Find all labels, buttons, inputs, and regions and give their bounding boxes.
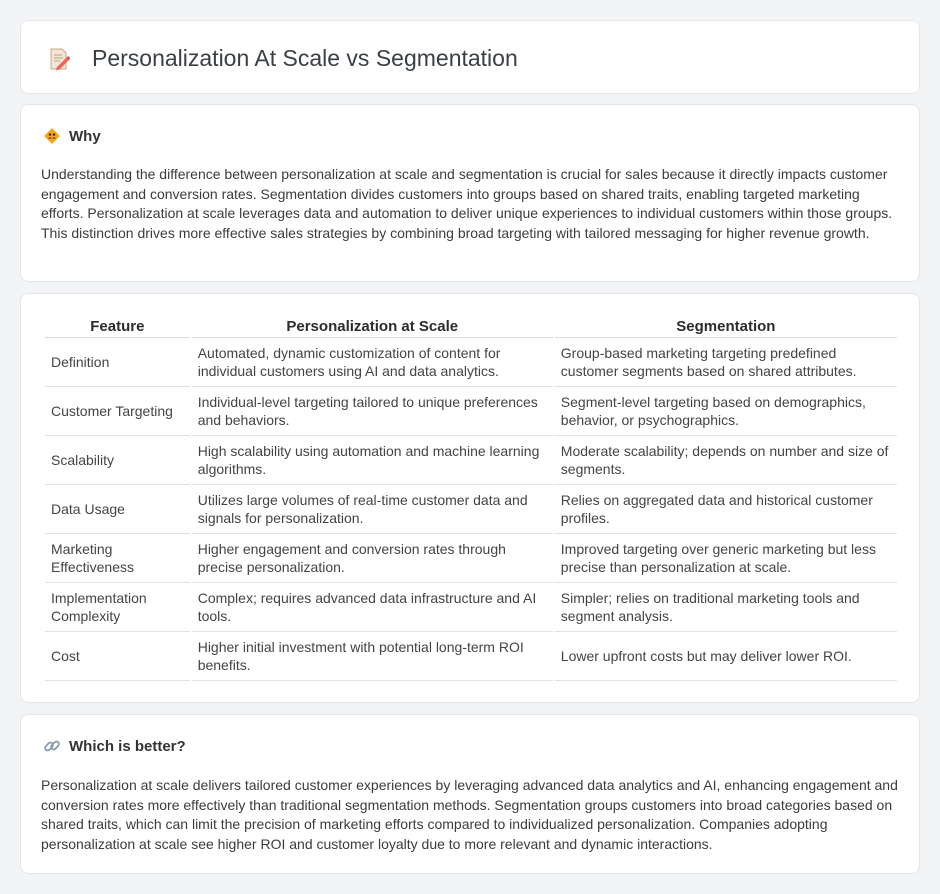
feature-cell: Data Usage — [45, 485, 190, 534]
which-is-better-section — [20, 714, 920, 874]
personalization-cell: Automated, dynamic customization of content for individual customers using AI and data analytics. — [192, 338, 553, 387]
table-row — [45, 534, 897, 583]
warning-people-icon — [43, 127, 61, 145]
header-personalization: Personalization at Scale — [192, 316, 553, 338]
personalization-cell: Utilizes large volumes of real-time customer data and signals for personalization. — [192, 485, 553, 534]
why-text: Understanding the difference between personalization at scale and segmentation is crucial for sales because it directly impacts customer engagement and conversion rates. Segmentation divides customers into groups based on shared traits, enabling targeted marketing efforts. Personalization at scale leverages data and automation to deliver unique experiences to individual customers within those groups. This distinction drives more effective sales strategies by combining broad targeting with tailored messaging for higher revenue growth. — [41, 166, 893, 241]
table-row — [45, 338, 897, 387]
personalization-cell: Higher initial investment with potential long-term ROI benefits. — [192, 632, 553, 681]
comparison-table — [43, 316, 899, 681]
feature-cell: Scalability — [45, 436, 190, 485]
personalization-cell: Individual-level targeting tailored to unique preferences and behaviors. — [192, 387, 553, 436]
title-card — [20, 20, 920, 94]
feature-cell: Definition — [45, 338, 190, 387]
document-pencil-icon — [48, 47, 70, 71]
segmentation-cell: Segment-level targeting based on demographics, behavior, or psychographics. — [555, 387, 897, 436]
why-title: Why — [69, 127, 101, 145]
header-feature: Feature — [45, 316, 190, 338]
feature-cell: Implementation Complexity — [45, 583, 190, 632]
segmentation-cell: Moderate scalability; depends on number and size of segments. — [555, 436, 897, 485]
segmentation-cell: Relies on aggregated data and historical customer profiles. — [555, 485, 897, 534]
why-heading — [43, 127, 101, 145]
better-heading — [43, 737, 186, 755]
segmentation-cell: Group-based marketing targeting predefined customer segments based on shared attributes. — [555, 338, 897, 387]
header-segmentation: Segmentation — [555, 316, 897, 338]
personalization-cell: Complex; requires advanced data infrastructure and AI tools. — [192, 583, 553, 632]
feature-cell: Cost — [45, 632, 190, 681]
comparison-section — [20, 293, 920, 703]
table-row — [45, 632, 897, 681]
better-title: Which is better? — [69, 737, 186, 755]
table-row — [45, 485, 897, 534]
personalization-cell: Higher engagement and conversion rates through precise personalization. — [192, 534, 553, 583]
table-row — [45, 436, 897, 485]
table-row — [45, 583, 897, 632]
segmentation-cell: Simpler; relies on traditional marketing tools and segment analysis. — [555, 583, 897, 632]
link-icon — [43, 737, 61, 755]
page-title: Personalization At Scale vs Segmentation — [92, 45, 518, 71]
feature-cell: Marketing Effectiveness — [45, 534, 190, 583]
segmentation-cell: Improved targeting over generic marketing but less precise than personalization at scale. — [555, 534, 897, 583]
why-section — [20, 104, 920, 282]
better-text: Personalization at scale delivers tailored customer experiences by leveraging advanced data analytics and AI, enhancing engagement and conversion rates more effectively than traditional segmentation methods. Segmentation groups customers into broad categories based on shared traits, which can limit the precision of marketing efforts compared to individualized personalization. Companies adopting personalization at scale see higher ROI and customer loyalty due to more relevant and dynamic interactions. — [41, 777, 898, 852]
personalization-cell: High scalability using automation and machine learning algorithms. — [192, 436, 553, 485]
segmentation-cell: Lower upfront costs but may deliver lower ROI. — [555, 632, 897, 681]
table-row — [45, 387, 897, 436]
feature-cell: Customer Targeting — [45, 387, 190, 436]
table-header-row — [45, 316, 897, 338]
